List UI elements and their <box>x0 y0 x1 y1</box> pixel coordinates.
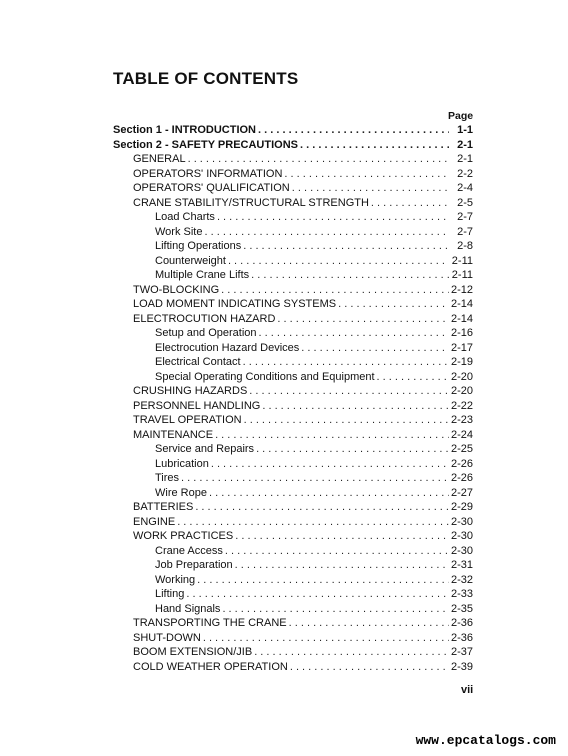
toc-entry-label: COLD WEATHER OPERATION <box>133 660 288 673</box>
toc-entry[interactable] <box>113 326 473 341</box>
toc-entry-page: 2-2 <box>457 167 473 180</box>
toc-entry[interactable] <box>113 355 473 370</box>
toc-entry[interactable] <box>113 413 473 428</box>
dot-leader <box>202 225 449 240</box>
toc-entry-page: 2-29 <box>450 501 473 513</box>
toc-entry-page: 2-30 <box>450 515 473 528</box>
dot-leader <box>186 152 449 167</box>
toc-entry-label: Section 1 - INTRODUCTION <box>113 124 257 136</box>
toc-entry-label: WORK PRACTICES <box>133 530 234 542</box>
table-of-contents <box>113 123 473 674</box>
toc-entry-label: SHUT-DOWN <box>133 631 201 644</box>
toc-entry[interactable] <box>113 370 473 385</box>
toc-entry[interactable] <box>113 210 473 225</box>
dot-leader <box>207 486 449 501</box>
dot-leader <box>223 544 449 559</box>
toc-entry[interactable] <box>113 283 473 298</box>
toc-entry-page: 2-27 <box>450 486 473 499</box>
dot-leader <box>241 355 449 370</box>
toc-entry-label: Multiple Crane Lifts <box>155 269 250 281</box>
toc-entry-page: 2-1 <box>457 138 473 151</box>
toc-entry-page: 1-1 <box>457 124 473 136</box>
toc-entry-page: 2-11 <box>451 269 473 281</box>
dot-leader <box>215 210 449 225</box>
toc-entry-page: 2-26 <box>450 472 473 484</box>
toc-entry[interactable] <box>113 602 473 617</box>
toc-entry[interactable] <box>113 587 473 602</box>
site-watermark: www.epcatalogs.com <box>415 733 556 748</box>
toc-entry[interactable] <box>113 167 473 182</box>
toc-entry-label: Setup and Operation <box>155 327 257 339</box>
toc-entry-page: 2-23 <box>450 414 473 426</box>
toc-entry[interactable] <box>113 457 473 472</box>
toc-entry-label: Electrical Contact <box>155 356 241 368</box>
dot-leader <box>299 341 449 356</box>
toc-entry-label: TRAVEL OPERATION <box>133 414 242 426</box>
dot-leader <box>209 457 449 472</box>
dot-leader <box>179 471 449 486</box>
toc-entry-label: Section 2 - SAFETY PRECAUTIONS <box>113 138 298 151</box>
toc-entry-label: Job Preparation <box>155 559 233 571</box>
toc-entry-label: PERSONNEL HANDLING <box>133 399 261 412</box>
dot-leader <box>275 312 449 327</box>
page-number: vii <box>461 684 474 696</box>
dot-leader <box>336 297 449 312</box>
toc-entry-label: OPERATORS' INFORMATION <box>133 167 283 180</box>
toc-entry[interactable] <box>113 631 473 646</box>
toc-entry[interactable] <box>113 181 473 196</box>
toc-entry-page: 2-12 <box>450 283 473 296</box>
page-column-header: Page <box>448 110 474 122</box>
dot-leader <box>375 370 449 385</box>
toc-entry[interactable] <box>113 225 473 240</box>
toc-entry-label: Service and Repairs <box>155 443 255 455</box>
toc-entry-label: BATTERIES <box>133 501 194 513</box>
toc-entry[interactable] <box>113 442 473 457</box>
toc-entry-page: 2-39 <box>450 660 473 673</box>
dot-leader <box>249 268 449 283</box>
toc-entry-label: GENERAL <box>133 153 186 165</box>
toc-entry-page: 2-17 <box>450 341 473 354</box>
dot-leader <box>257 326 449 341</box>
toc-entry-label: Tires <box>155 472 180 484</box>
dot-leader <box>298 138 449 153</box>
dot-leader <box>219 283 449 298</box>
dot-leader <box>233 558 449 573</box>
toc-entry[interactable] <box>113 486 473 501</box>
toc-entry-page: 2-36 <box>450 617 473 629</box>
toc-entry[interactable] <box>113 660 473 675</box>
toc-entry[interactable] <box>113 254 473 269</box>
toc-entry-label: Lifting <box>155 588 185 600</box>
toc-entry[interactable] <box>113 471 473 486</box>
toc-entry-label: Working <box>155 573 196 586</box>
toc-entry-page: 2-30 <box>450 544 473 557</box>
toc-entry-page: 2-4 <box>457 182 473 194</box>
toc-entry-label: TWO-BLOCKING <box>133 283 220 296</box>
toc-entry[interactable] <box>113 500 473 515</box>
toc-entry[interactable] <box>113 123 473 138</box>
toc-entry[interactable] <box>113 312 473 327</box>
toc-entry-page: 2-7 <box>457 225 473 238</box>
dot-leader <box>233 529 449 544</box>
toc-entry-label: OPERATORS' QUALIFICATION <box>133 182 290 194</box>
toc-entry-page: 2-31 <box>450 559 473 571</box>
toc-entry-page: 2-26 <box>450 457 473 470</box>
toc-entry-page: 2-11 <box>451 254 473 267</box>
toc-entry[interactable] <box>113 196 473 211</box>
toc-entry-label: BOOM EXTENSION/JIB <box>133 646 253 658</box>
toc-entry-page: 2-36 <box>450 631 473 644</box>
dot-leader <box>369 196 449 211</box>
toc-entry[interactable] <box>113 297 473 312</box>
toc-entry[interactable] <box>113 384 473 399</box>
toc-entry-label: ENGINE <box>133 515 176 528</box>
dot-leader <box>195 573 449 588</box>
toc-entry-label: MAINTENANCE <box>133 428 214 441</box>
dot-leader <box>282 167 449 182</box>
toc-entry-page: 2-22 <box>450 399 473 412</box>
toc-entry[interactable] <box>113 558 473 573</box>
toc-entry-page: 2-19 <box>450 356 473 368</box>
toc-entry-page: 2-25 <box>450 443 473 455</box>
dot-leader <box>287 616 449 631</box>
toc-entry-label: Hand Signals <box>155 602 221 615</box>
dot-leader <box>290 181 449 196</box>
dot-leader <box>242 413 449 428</box>
toc-entry-page: 2-14 <box>450 298 473 310</box>
page-title: TABLE OF CONTENTS <box>113 69 299 88</box>
toc-entry-label: Crane Access <box>155 544 223 557</box>
toc-entry[interactable] <box>113 645 473 660</box>
dot-leader <box>201 631 449 646</box>
toc-entry-label: Load Charts <box>155 211 215 223</box>
dot-leader <box>184 587 449 602</box>
toc-entry-label: Lubrication <box>155 457 209 470</box>
toc-entry[interactable] <box>113 239 473 254</box>
dot-leader <box>241 239 449 254</box>
toc-entry[interactable] <box>113 428 473 443</box>
toc-entry-label: CRUSHING HAZARDS <box>133 385 248 397</box>
toc-entry-label: Wire Rope <box>155 486 207 499</box>
toc-entry-page: 2-24 <box>450 428 473 441</box>
toc-entry-label: Lifting Operations <box>155 240 242 252</box>
toc-entry-label: Electrocution Hazard Devices <box>155 341 300 354</box>
toc-entry-page: 2-30 <box>450 530 473 542</box>
dot-leader <box>288 660 449 675</box>
toc-entry[interactable] <box>113 138 473 153</box>
toc-entry-page: 2-32 <box>450 573 473 586</box>
toc-entry-label: Counterweight <box>155 254 226 267</box>
toc-entry[interactable] <box>113 515 473 530</box>
toc-entry[interactable] <box>113 152 473 167</box>
toc-entry-label: CRANE STABILITY/STRUCTURAL STRENGTH <box>133 196 369 209</box>
toc-entry-page: 2-37 <box>450 646 473 658</box>
dot-leader <box>247 384 449 399</box>
toc-entry-page: 2-7 <box>457 211 473 223</box>
dot-leader <box>260 399 449 414</box>
toc-entry-label: Work Site <box>155 225 203 238</box>
toc-entry-label: Special Operating Conditions and Equipment <box>155 370 375 383</box>
dot-leader <box>193 500 449 515</box>
toc-entry[interactable] <box>113 529 473 544</box>
toc-entry-page: 2-14 <box>450 312 473 325</box>
toc-entry[interactable] <box>113 616 473 631</box>
toc-entry[interactable] <box>113 544 473 559</box>
toc-entry-page: 2-35 <box>450 602 473 615</box>
toc-entry-page: 2-5 <box>457 196 473 209</box>
dot-leader <box>252 645 449 660</box>
toc-entry-label: ELECTROCUTION HAZARD <box>133 312 276 325</box>
toc-entry[interactable] <box>113 399 473 414</box>
toc-entry-page: 2-8 <box>457 240 473 252</box>
toc-entry-label: TRANSPORTING THE CRANE <box>133 617 287 629</box>
toc-entry-page: 2-33 <box>450 588 473 600</box>
toc-entry-page: 2-20 <box>450 370 473 383</box>
toc-entry-page: 2-20 <box>450 385 473 397</box>
toc-entry-label: LOAD MOMENT INDICATING SYSTEMS <box>133 298 337 310</box>
dot-leader <box>226 254 449 269</box>
toc-entry[interactable] <box>113 268 473 283</box>
dot-leader <box>256 123 449 138</box>
dot-leader <box>213 428 449 443</box>
toc-entry[interactable] <box>113 573 473 588</box>
dot-leader <box>220 602 449 617</box>
toc-entry-page: 2-1 <box>457 153 473 165</box>
toc-entry[interactable] <box>113 341 473 356</box>
dot-leader <box>175 515 449 530</box>
toc-entry-page: 2-16 <box>450 327 473 339</box>
dot-leader <box>254 442 449 457</box>
